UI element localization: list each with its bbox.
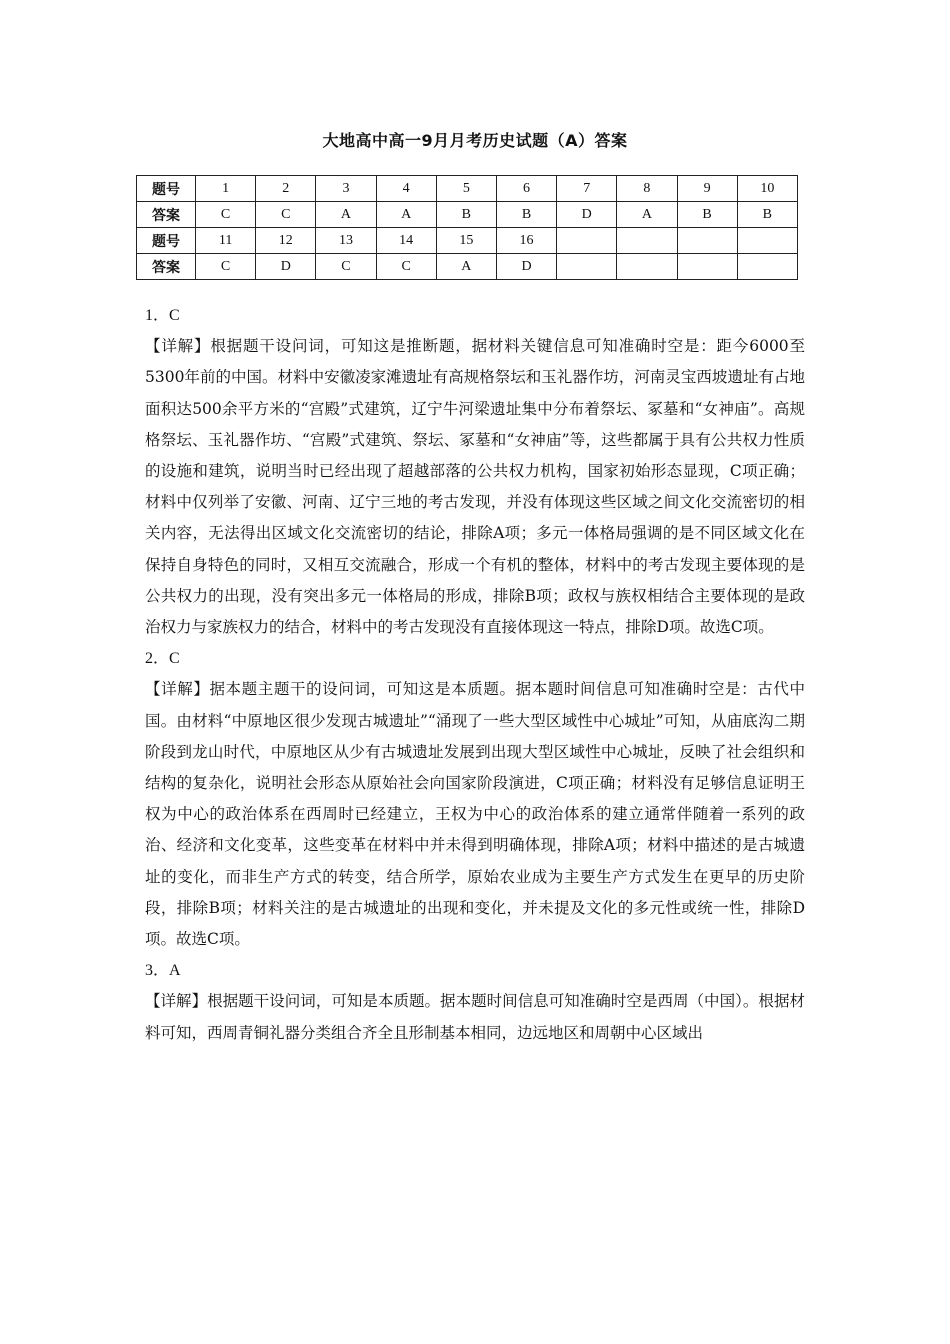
table-cell: 15: [436, 228, 496, 254]
table-cell: 9: [677, 176, 737, 202]
table-row: [137, 254, 798, 280]
table-cell: 6: [496, 176, 556, 202]
table-cell: 5: [436, 176, 496, 202]
table-cell: B: [737, 202, 797, 228]
table-header-cell: 答案: [137, 254, 196, 280]
table-cell: [617, 254, 677, 280]
answer-heading: 2．C: [145, 650, 180, 668]
table-cell: D: [557, 202, 617, 228]
table-cell: 8: [617, 176, 677, 202]
table-cell: 4: [376, 176, 436, 202]
table-cell: D: [496, 254, 556, 280]
answer-detail: 【详解】根据题干设问词，可知这是推断题，据材料关键信息可知准确时空是：距今6000至5300年前的中国。材料中安徽凌家滩遗址有高规格祭坛和玉礼器作坊，河南灵宝西坡遗址有占地面积达500余平方米的“宫殿”式建筑，辽宁牛河梁遗址集中分布着祭坛、冢墓和“女神庙”。高规格祭坛、玉礼器作坊、“宫殿”式建筑、祭坛、冢墓和“女神庙”等，这些都属于具有公共权力性质的设施和建筑，说明当时已经出现了超越部落的公共权力机构，国家初始形态显现，C项正确；材料中仅列举了安徽、河南、辽宁三地的考古发现，并没有体现这些区域之间文化交流密切的相关内容，无法得出区域文化交流密切的结论，排除A项；多元一体格局强调的是不同区域文化在保持自身特色的同时，又相互交流融合，形成一个有机的整体，材料中的考古发现主要体现的是公共权力的出现，没有突出多元一体格局的形成，排除B项；政权与族权相结合主要体现的是政治权力与家族权力的结合，材料中的考古发现没有直接体现这一特点，排除D项。故选C项。: [145, 337, 805, 637]
table-cell: C: [196, 202, 256, 228]
table-row: [137, 176, 798, 202]
table-cell: B: [436, 202, 496, 228]
table-cell: 16: [496, 228, 556, 254]
answer-heading: 1．C: [145, 307, 180, 324]
table-header-cell: 题号: [137, 176, 196, 202]
table-cell: C: [256, 202, 316, 228]
table-cell: [617, 228, 677, 254]
table-header-cell: 题号: [137, 228, 196, 254]
answer-detail: 【详解】根据题干设问词，可知是本质题。据本题时间信息可知准确时空是西周（中国）。根据材料可知，西周青铜礼器分类组合齐全且形制基本相同，边远地区和周朝中心区域出: [145, 992, 805, 1042]
table-cell: [557, 228, 617, 254]
table-cell: [557, 254, 617, 280]
answer-table: [136, 175, 798, 280]
table-cell: 7: [557, 176, 617, 202]
table-cell: A: [436, 254, 496, 280]
table-cell: [737, 228, 797, 254]
answer-heading: 3．A: [145, 962, 181, 980]
table-row: [137, 202, 798, 228]
table-cell: D: [256, 254, 316, 280]
table-cell: B: [496, 202, 556, 228]
table-cell: A: [316, 202, 376, 228]
table-row: [137, 228, 798, 254]
table-cell: 10: [737, 176, 797, 202]
table-cell: C: [316, 254, 376, 280]
table-cell: 14: [376, 228, 436, 254]
document-title: 大地高中高一9月月考历史试题（A）答案: [322, 131, 628, 150]
table-cell: 12: [256, 228, 316, 254]
table-cell: 13: [316, 228, 376, 254]
table-cell: A: [617, 202, 677, 228]
answer-explanations: [145, 300, 805, 1049]
table-cell: B: [677, 202, 737, 228]
answer-detail: 【详解】据本题主题干的设问词，可知这是本质题。据本题时间信息可知准确时空是：古代中国。由材料“中原地区很少发现古城遗址”“涌现了一些大型区域性中心城址”可知，从庙底沟二期阶段到龙山时代，中原地区从少有古城遗址发展到出现大型区域性中心城址，反映了社会组织和结构的复杂化，说明社会形态从原始社会向国家阶段演进，C项正确；材料没有足够信息证明王权为中心的政治体系在西周时已经建立，王权为中心的政治体系的建立通常伴随着一系列的政治、经济和文化变革，这些变革在材料中并未得到明确体现，排除A项；材料中描述的是古城遗址的变化，而非生产方式的转变，结合所学，原始农业成为主要生产方式发生在更早的历史阶段，排除B项；材料关注的是古城遗址的出现和变化，并未提及文化的多元性或统一性，排除D项。故选C项。: [145, 680, 805, 949]
table-cell: 1: [196, 176, 256, 202]
table-cell: 2: [256, 176, 316, 202]
table-cell: [677, 228, 737, 254]
table-cell: 11: [196, 228, 256, 254]
table-cell: 3: [316, 176, 376, 202]
table-cell: C: [376, 254, 436, 280]
table-header-cell: 答案: [137, 202, 196, 228]
table-cell: A: [376, 202, 436, 228]
table-cell: [737, 254, 797, 280]
table-cell: C: [196, 254, 256, 280]
table-cell: [677, 254, 737, 280]
